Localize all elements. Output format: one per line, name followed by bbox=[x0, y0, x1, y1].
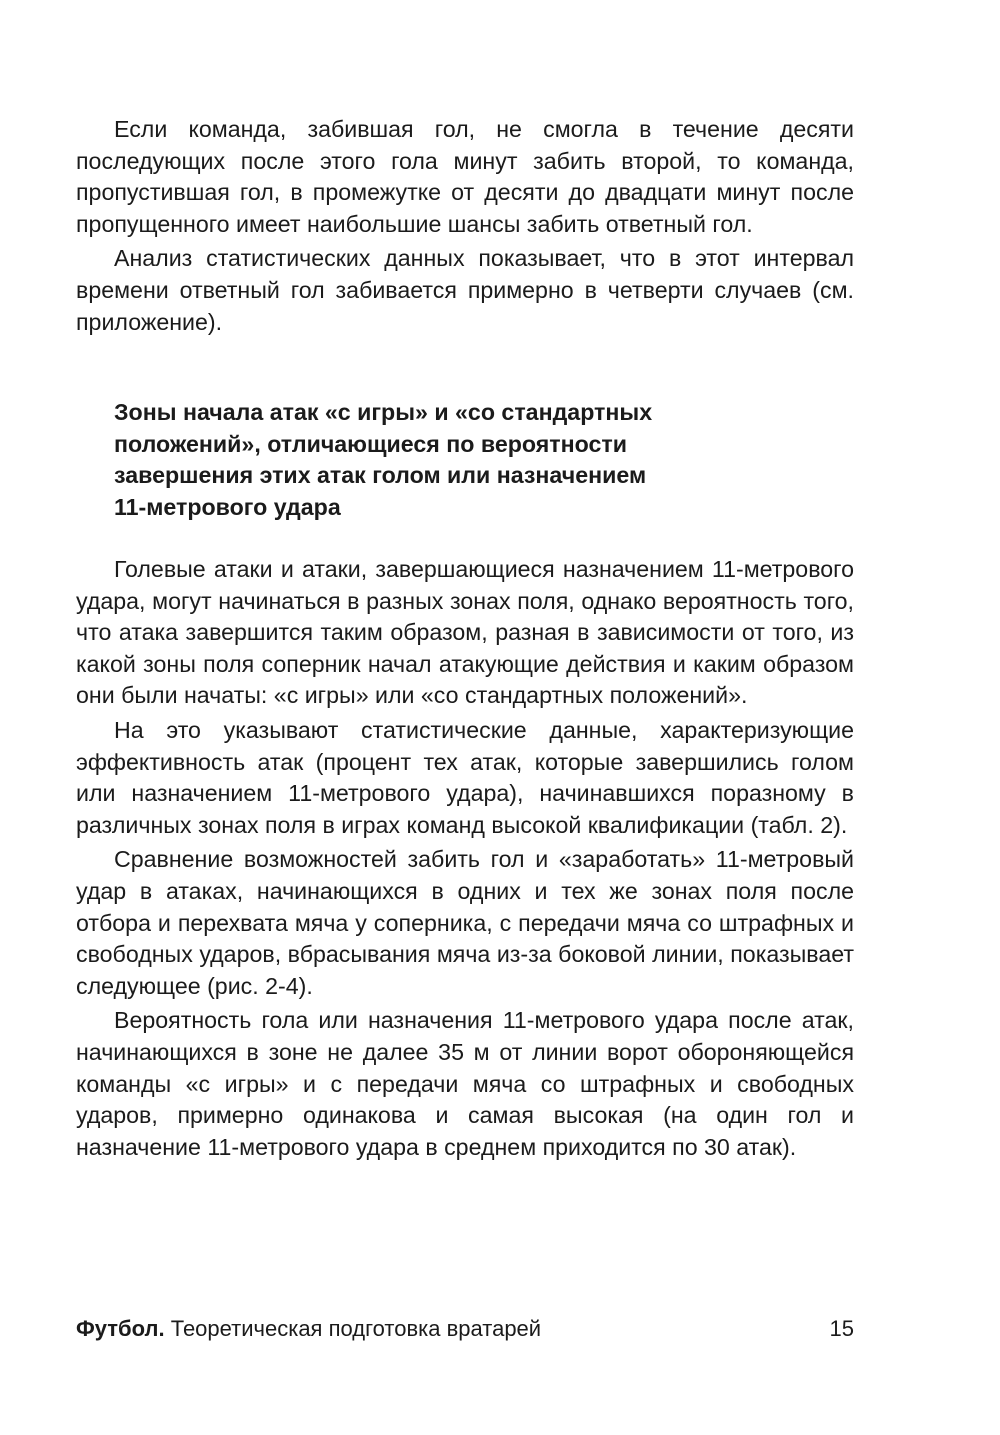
paragraph: Если команда, забившая гол, не смогла в течение десяти последующих после этого гола минут забить второй, то команда, пропустившая гол, в промежутке от десяти до двадцати минут после пропущенного имеет наибольшие шансы забить ответный гол. bbox=[76, 116, 854, 237]
page-footer bbox=[76, 1314, 854, 1344]
paragraph: Сравнение возможностей забить гол и «заработать» 11-метровый удар в атаках, начинающихся в одних и тех же зонах поля после отбора и перехвата мяча у соперника, с передачи мяча со штрафных и свободных ударов, вбрасывания мяча из-за боковой линии, показывает следующее (рис. 2-4). bbox=[76, 846, 854, 999]
page-number: 15 bbox=[829, 1316, 854, 1341]
heading-line: завершения этих атак голом или назначением bbox=[114, 462, 647, 489]
footer-book-title: Теоретическая подготовка вратарей bbox=[164, 1316, 542, 1341]
running-title bbox=[76, 1314, 541, 1344]
footer-brand: Футбол. bbox=[76, 1316, 165, 1341]
paragraph: Голевые атаки и атаки, завершающиеся назначением 11-метрового удара, могут начинаться в разных зонах поля, однако вероятность того, что атака завершится таким образом, разная в зависимости от того, из какой зоны поля соперник начал атакующие действия и каким образом они были начаты: «с игры» или «со стандартных положений». bbox=[76, 556, 854, 709]
paragraph: Вероятность гола или назначения 11-метрового удара после атак, начинающихся в зоне не далее 35 м от линии ворот обороняющейся команды «с игры» и с передачи мяча со штрафных и свободных ударов, примерно одинакова и самая высокая (на один гол и назначение 11-метрового удара в среднем приходится по 30 атак). bbox=[76, 1007, 854, 1160]
body-text-bottom bbox=[76, 554, 854, 1163]
heading-line: положений», отличающиеся по вероятности bbox=[114, 430, 627, 457]
section-heading bbox=[114, 397, 814, 523]
heading-line: 11-метрового удара bbox=[114, 493, 341, 520]
heading-line: Зоны начала атак «с игры» и «со стандартных bbox=[114, 399, 653, 425]
paragraph: На это указывают статистические данные, характеризующие эффективность атак (процент тех атак, которые завершились голом или назначением 11-метрового удара), начинавшихся поразному в различных зонах поля в играх команд высокой квалификации (табл. 2). bbox=[76, 716, 854, 838]
paragraph: Анализ статистических данных показывает, что в этот интервал времени ответный гол забивается примерно в четверти случаев (см. приложение). bbox=[76, 245, 854, 335]
body-text-top bbox=[76, 114, 854, 338]
